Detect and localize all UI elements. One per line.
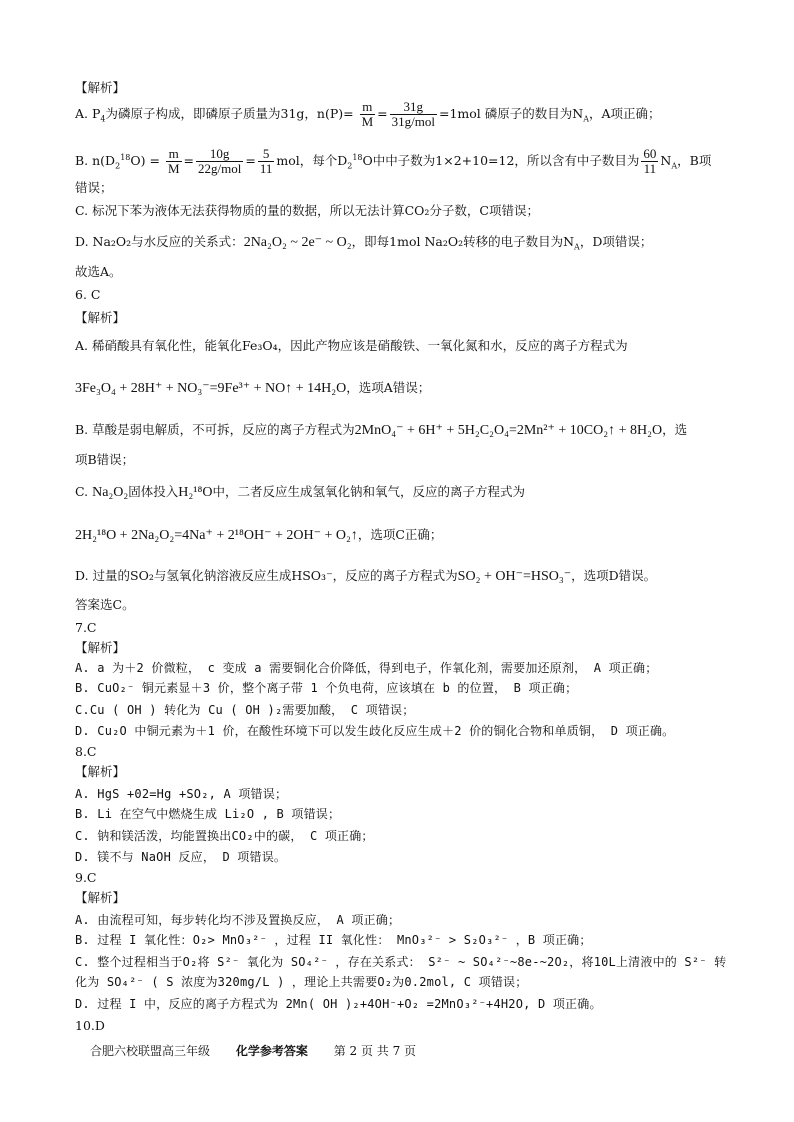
q7-option-a: A. a 为＋2 价微粒， c 变成 a 需要铜化合价降低，得到电子，作氧化剂，需要加还原剂， A 项正确；: [75, 661, 658, 675]
analysis-heading: 【解析】: [75, 640, 126, 655]
q9-option-c: C. 整个过程相当于O₂将 S²⁻ 氧化为 SO₄²⁻ ，存在关系式： S²⁻ ~ SO₄²⁻~8e-~2O₂，将10L上清液中的 S²⁻ 转: [75, 955, 727, 969]
fraction-m-over-M: $\frac{m}{M}$: [361, 99, 374, 129]
footer-school: 合肥六校联盟高三年级: [90, 1044, 211, 1058]
q5-option-b: B. $n(D_2^{18}O)$ = $\frac{m}{M}$ = $\frac{10g}{\text{22g/mol}}$ = $\frac{5}{11}$ mol，每个$D_2^{18}O$中中子数为1×2+10=12，所以含有中子数目为 $\frac{60}{11}$ $N_A$，B项: [75, 146, 712, 176]
fraction-10g: $\frac{10g}{\text{22g/mol}}$: [197, 146, 242, 176]
fraction-5-11: $\frac{5}{11}$: [259, 146, 273, 176]
q8-option-c: C. 钠和镁活泼，均能置换出CO₂中的碳， C 项正确；: [75, 829, 374, 843]
q6-option-c-equation: 2H₂¹⁸O + 2Na₂O₂=4Na⁺ + 2¹⁸OH⁻ + 2OH⁻ + O₂↑，选项C正确；: [75, 527, 443, 543]
analysis-heading: 【解析】: [75, 310, 126, 325]
footer-page-number: 第 2 页 共 7 页: [333, 1044, 417, 1058]
q7-option-c: C.Cu ( OH ) 转化为 Cu ( OH )₂需要加酸， C 项错误；: [75, 703, 415, 717]
q6-option-c: C. Na₂O₂固体投入H₂¹⁸O中，二者反应生成氢氧化钠和氧气，反应的离子方程式为: [75, 484, 525, 500]
q9-option-a: A. 由流程可知，每步转化均不涉及置换反应， A 项正确；: [75, 913, 401, 927]
q6-option-b: B. 草酸是弱电解质，不可拆，反应的离子方程式为2MnO₄⁻ + 6H⁺ + 5H₂C₂O₄=2Mn²⁺ + 10CO₂↑ + 8H₂O，选: [75, 422, 688, 438]
q5-option-c: C. 标况下苯为液体无法获得物质的量的数据，所以无法计算CO₂分子数，C项错误；: [75, 203, 539, 218]
q9-option-d: D. 过程 I 中，反应的离子方程式为 2Mn( OH )₂+4OH⁻+O₂ =2MnO₃²⁻+4H2O, D 项正确。: [75, 997, 602, 1011]
q9-option-b: B. 过程 I 氧化性：O₂> MnO₃²⁻ ，过程 II 氧化性： MnO₃²⁻ > S₂O₃²⁻ ，B 项正确；: [75, 933, 592, 947]
analysis-heading: 【解析】: [75, 80, 126, 95]
q9-option-c-cont: 化为 SO₄²⁻ ( S 浓度为320mg/L ) ，理论上共需要O₂为0.2mol, C 项错误；: [75, 975, 528, 989]
q5-option-b-cont: 错误；: [75, 180, 113, 195]
analysis-heading: 【解析】: [75, 764, 126, 779]
q5-option-d: D. Na₂O₂与水反应的关系式：2Na₂O₂ ~ 2e⁻ ~ O₂，即每1mol Na₂O₂转移的电子数目为$N_A$，D项错误；: [75, 234, 653, 252]
q8-answer: 8.C: [75, 744, 97, 759]
q5-option-a: A. $P_4$为磷原子构成，即磷原子质量为31g，n(P)= $\frac{m}{M}$ = $\frac{31g}{\text{31g/mol}}$ =1mol 磷原子的数目为$N_A$，A项正确；: [75, 99, 661, 129]
q6-option-a-equation: 3Fe₃O₄ + 28H⁺ + NO₃⁻=9Fe³⁺ + NO↑ + 14H₂O，选项A错误；: [75, 380, 431, 396]
fraction-m-over-M-b: $\frac{m}{M}$: [167, 146, 180, 176]
q6-conclusion: 答案选C。: [75, 597, 135, 612]
fraction-31g: $\frac{31g}{\text{31g/mol}}$: [391, 99, 435, 129]
fraction-60-11: $\frac{60}{11}$: [643, 146, 657, 176]
q8-option-b: B. Li 在空气中燃烧生成 Li₂O , B 项错误；: [75, 807, 341, 821]
analysis-heading: 【解析】: [75, 890, 126, 905]
q10-answer: 10.D: [75, 1018, 105, 1033]
q6-answer: 6. C: [75, 287, 101, 302]
footer-doc-title: 化学参考答案: [235, 1044, 308, 1058]
q5-conclusion: 故选A。: [75, 264, 122, 279]
page-footer: [90, 1042, 438, 1059]
q8-option-d: D. 镁不与 NaOH 反应， D 项错误。: [75, 850, 287, 864]
q7-option-d: D. Cu₂O 中铜元素为＋1 价，在酸性环境下可以发生歧化反应生成＋2 价的铜化合物和单质铜， D 项正确。: [75, 724, 675, 738]
q7-option-b: B. CuO₂⁻ 铜元素显＋3 价，整个离子带 1 个负电荷，应该填在 b 的位置， B 项正确；: [75, 681, 578, 695]
q6-option-b-cont: 项B错误；: [75, 452, 135, 467]
q6-option-a: A. 稀硝酸具有氧化性，能氧化Fe₃O₄，因此产物应该是硝酸铁、一氧化氮和水，反应的离子方程式为: [75, 338, 628, 353]
q9-answer: 9.C: [75, 870, 97, 885]
q7-answer: 7.C: [75, 620, 97, 635]
q6-option-d: D. 过量的SO₂与氢氧化钠溶液反应生成HSO₃⁻，反应的离子方程式为SO₂ + OH⁻=HSO₃⁻，选项D错误。: [75, 568, 657, 584]
q8-option-a: A. HgS +02=Hg +SO₂, A 项错误；: [75, 787, 288, 801]
